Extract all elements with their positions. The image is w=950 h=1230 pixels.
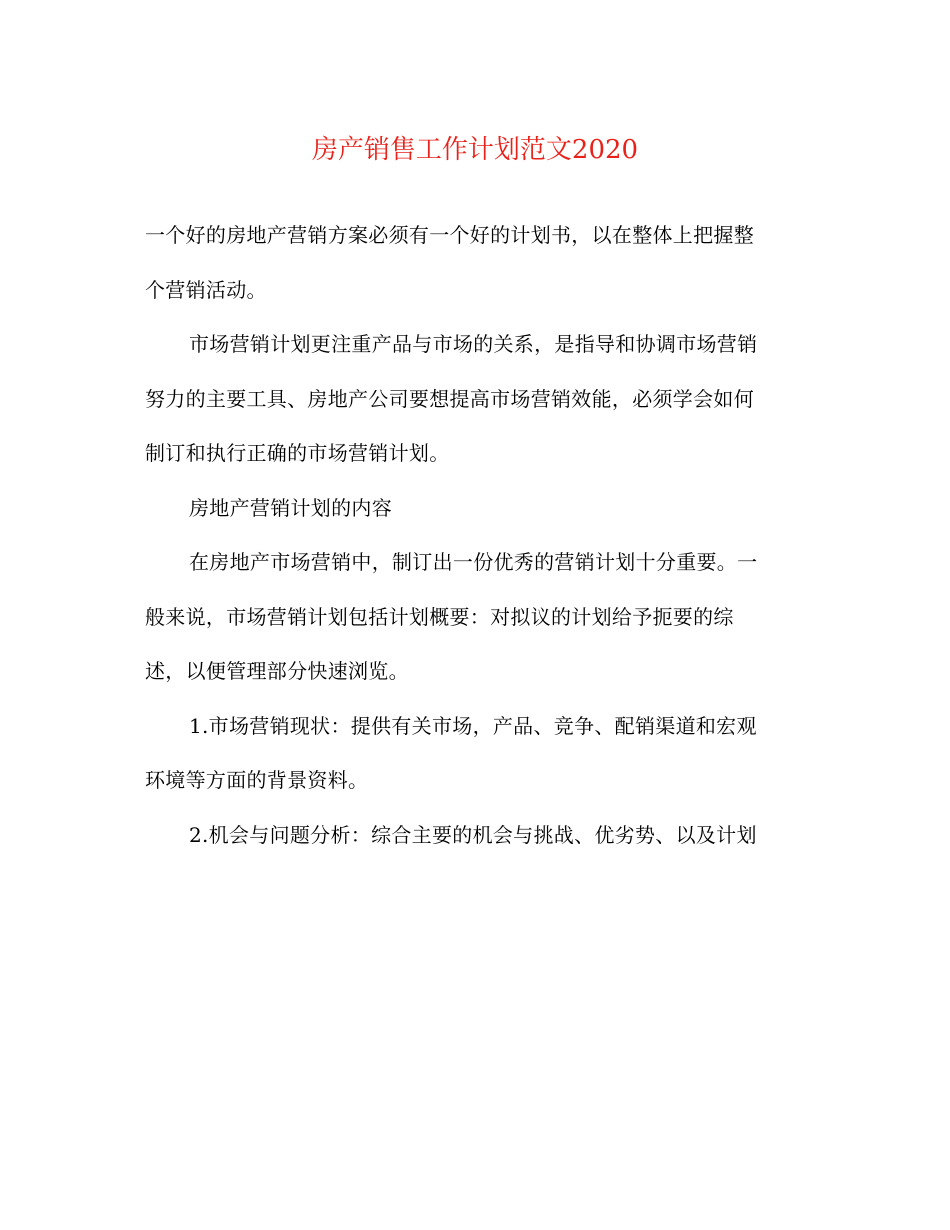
document-title: 房产销售工作计划范文2020 bbox=[311, 135, 639, 165]
paragraph-line: 一个好的房地产营销方案必须有一个好的计划书，以在整体上把握整 bbox=[145, 223, 754, 247]
paragraph-line: 个营销活动。 bbox=[145, 277, 267, 302]
paragraph-line: 制订和执行正确的市场营销计划。 bbox=[145, 441, 450, 465]
list-item-line: 环境等方面的背景资料。 bbox=[145, 768, 369, 792]
section-heading: 房地产营销计划的内容 bbox=[189, 495, 392, 520]
document-body bbox=[145, 208, 800, 862]
list-item-line: 1.市场营销现状：提供有关市场，产品、竞争、配销渠道和宏观 bbox=[189, 713, 757, 738]
paragraph-line: 努力的主要工具、房地产公司要想提高市场营销效能，必须学会如何 bbox=[145, 386, 754, 411]
list-item-line: 2.机会与问题分析：综合主要的机会与挑战、优劣势、以及计划 bbox=[189, 822, 757, 847]
paragraph-line: 般来说，市场营销计划包括计划概要：对拟议的计划给予扼要的综 bbox=[145, 604, 734, 629]
paragraph-line: 述，以便管理部分快速浏览。 bbox=[145, 659, 409, 683]
paragraph-line: 市场营销计划更注重产品与市场的关系，是指导和协调市场营销 bbox=[189, 332, 758, 356]
paragraph-line: 在房地产市场营销中，制订出一份优秀的营销计划十分重要。一 bbox=[189, 550, 758, 574]
